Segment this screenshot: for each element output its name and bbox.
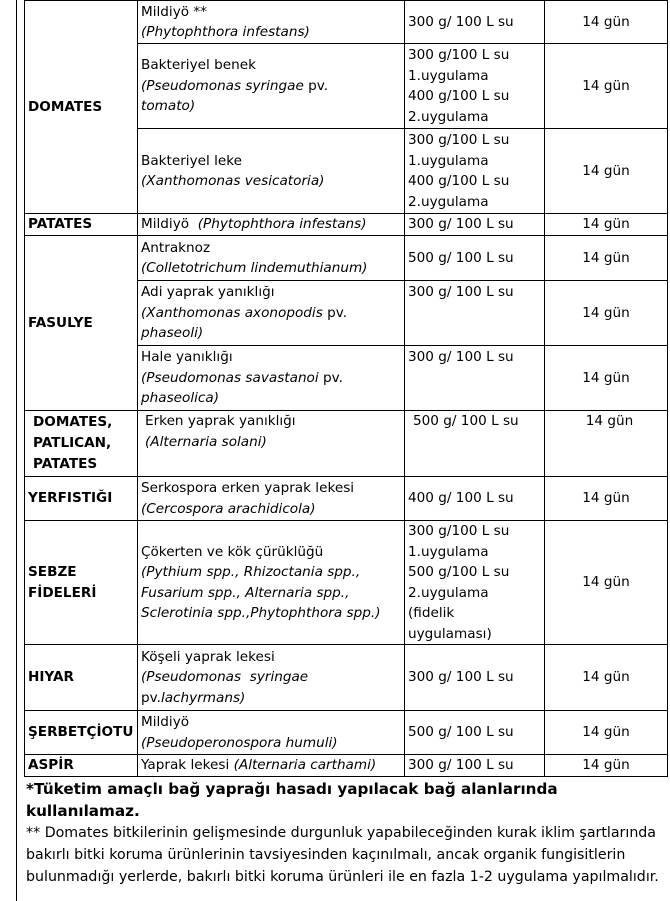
- table-row: [25, 645, 668, 711]
- dose-line: 300 g/ 100 L su: [408, 13, 514, 30]
- days-cell: 14 gün: [545, 645, 668, 711]
- pathogen-name: (Phytophthora infestans): [141, 24, 310, 40]
- crop-disease-table: [24, 0, 668, 777]
- disease-name: Antraknoz: [141, 239, 211, 256]
- pathogen-name: (Alternaria carthami): [233, 757, 377, 774]
- pathogen-name-cont: phaseolica): [141, 390, 219, 407]
- pathovar-abbrev: pv.: [303, 77, 329, 94]
- pathogen-name: (Alternaria solani): [145, 433, 267, 450]
- dose-cell: [405, 755, 545, 777]
- dose-cell: [405, 236, 545, 281]
- dose-cell: [405, 346, 545, 411]
- dose-line: 500 g/ 100 L su: [408, 724, 514, 741]
- table-row: [25, 711, 668, 755]
- crop-line: FİDELERİ: [28, 584, 97, 601]
- disease-cell: [138, 236, 405, 281]
- days-cell: 14 gün: [545, 346, 668, 411]
- disease-name: Serkospora erken yaprak lekesi: [141, 480, 355, 496]
- disease-name: Mildiyö: [141, 714, 190, 730]
- dose-line: 1.uygulama: [408, 152, 489, 169]
- dose-line: (fidelik uygulaması): [408, 605, 492, 642]
- disease-name: Hale yanıklığı: [141, 349, 233, 366]
- disease-cell: [138, 44, 405, 129]
- dose-cell: [405, 214, 545, 236]
- dose-line: 2.uygulama: [408, 584, 489, 601]
- pathogen-line: Sclerotinia spp.,Phytophthora spp.): [141, 605, 381, 621]
- dose-cell: [405, 411, 545, 477]
- disease-cell: [138, 346, 405, 411]
- disease-cell: [138, 477, 405, 521]
- disease-cell: [138, 129, 405, 214]
- crop-cell: ASPİR: [25, 755, 138, 777]
- days-cell: 14 gün: [545, 521, 668, 645]
- days-cell: 14 gün: [545, 1, 668, 44]
- pathovar-abbrev: pv.: [322, 304, 348, 321]
- dose-cell: [405, 44, 545, 129]
- pathogen-name: (Phytophthora infestans): [197, 216, 367, 233]
- crop-cell: YERFISTIĞI: [25, 477, 138, 521]
- dose-line: 2.uygulama: [408, 193, 489, 210]
- dose-line: 300 g/ 100 L su: [408, 216, 514, 233]
- days-cell: 14 gün: [545, 477, 668, 521]
- pathogen-line: Fusarium spp., Alternaria spp.,: [141, 584, 350, 601]
- left-margin-rule: [16, 0, 17, 901]
- dose-line: 400 g/100 L su: [408, 88, 510, 104]
- pathogen-name: (Colletotrichum lindemuthianum): [141, 260, 368, 276]
- footnote-tomato-copper: ** Domates bitkilerinin gelişmesinde durgunluk yapabileceğinden kurak iklim şartlarında bakırlı bitki koruma ürünlerinin tavsiyesinden kaçınılmalı, ancak organik fungisitlerin bulunmadığı yerlerde, bakırlı bitki koruma ürünleri ile en fazla 1-2 uygulama yapılmalıdır.: [26, 825, 659, 885]
- pathogen-name: (Pseudoperonospora humuli): [141, 734, 338, 751]
- dose-line: 300 g/100 L su: [408, 523, 510, 539]
- days-cell: 14 gün: [545, 214, 668, 236]
- dose-cell: [405, 645, 545, 711]
- crop-cell: [25, 411, 138, 477]
- dose-cell: [405, 281, 545, 346]
- pathogen-name: (Pseudomonas syringae: [141, 669, 309, 686]
- pathovar-abbrev: pv.: [141, 689, 161, 706]
- crop-cell: ŞERBETÇİOTU: [25, 711, 138, 755]
- days-cell: 14 gün: [545, 711, 668, 755]
- disease-name: Çökerten ve kök çürüklüğü: [141, 543, 324, 560]
- dose-line: 1.uygulama: [408, 543, 489, 560]
- days-cell: 14 gün: [545, 236, 668, 281]
- crop-cell: FASULYE: [25, 236, 138, 411]
- pathogen-name: (Xanthomonas axonopodis: [141, 304, 323, 321]
- pathogen-name: (Cercospora arachidicola): [141, 500, 316, 517]
- pathogen-name-cont: phaseoli): [141, 325, 204, 342]
- dose-line: 300 g/ 100 L su: [408, 284, 514, 300]
- dose-line: 300 g/ 100 L su: [408, 757, 514, 774]
- crop-cell: DOMATES: [25, 1, 138, 214]
- dose-line: 300 g/ 100 L su: [408, 669, 514, 686]
- crop-cell: HIYAR: [25, 645, 138, 711]
- disease-cell: [138, 411, 405, 477]
- disease-name: Erken yaprak yanıklığı: [145, 413, 296, 429]
- dose-line: 500 g/100 L su: [408, 564, 510, 580]
- pathogen-name-cont: lachyrmans): [160, 689, 246, 706]
- crop-line: PATLICAN,: [33, 435, 112, 451]
- crop-line: PATATES: [33, 456, 98, 472]
- dose-line: 400 g/100 L su: [408, 173, 510, 189]
- disease-name: Adi yaprak yanıklığı: [141, 284, 275, 301]
- disease-name: Bakteriyel leke: [141, 152, 242, 169]
- disease-cell: [138, 1, 405, 44]
- crop-line: DOMATES,: [33, 414, 113, 430]
- disease-cell: [138, 711, 405, 755]
- disease-cell: [138, 755, 405, 777]
- disease-name: Bakteriyel benek: [141, 57, 256, 74]
- days-cell: 14 gün: [545, 129, 668, 214]
- dose-line: 300 g/ 100 L su: [408, 349, 514, 365]
- dose-cell: [405, 129, 545, 214]
- pathogen-name: (Xanthomonas vesicatoria): [141, 173, 325, 189]
- dose-line: 500 g/ 100 L su: [413, 413, 519, 429]
- dose-line: 2.uygulama: [408, 108, 489, 125]
- disease-name: Köşeli yaprak lekesi: [141, 648, 275, 665]
- table-row: [25, 477, 668, 521]
- pathogen-name: (Pseudomonas syringae: [141, 77, 304, 94]
- table-row: [25, 1, 668, 44]
- dose-line: 1.uygulama: [408, 67, 489, 84]
- disease-cell: [138, 214, 405, 236]
- dose-line: 400 g/ 100 L su: [408, 490, 514, 507]
- dose-cell: [405, 711, 545, 755]
- disease-cell: [138, 645, 405, 711]
- footnote-vine-leaf: *Tüketim amaçlı bağ yaprağı hasadı yapılacak bağ alanlarında kullanılamaz.: [26, 780, 558, 820]
- days-cell: 14 gün: [545, 755, 668, 777]
- dose-line: 300 g/100 L su: [408, 132, 510, 148]
- crop-line: SEBZE: [28, 564, 77, 580]
- table-row: [25, 755, 668, 777]
- table-row: [25, 521, 668, 645]
- pathogen-name: (Pseudomonas savastanoi: [141, 369, 319, 386]
- dose-cell: [405, 521, 545, 645]
- dose-line: 500 g/ 100 L su: [408, 249, 514, 266]
- crop-cell: [25, 521, 138, 645]
- dose-cell: [405, 1, 545, 44]
- dose-line: 300 g/100 L su: [408, 47, 510, 63]
- table-row: [25, 236, 668, 281]
- disease-name: Mildiyö **: [141, 3, 207, 20]
- disease-name: Yaprak lekesi: [141, 757, 230, 774]
- days-cell: 14 gün: [545, 411, 668, 477]
- days-cell: 14 gün: [545, 281, 668, 346]
- footnotes: [26, 778, 668, 888]
- disease-cell: [138, 281, 405, 346]
- pathovar-abbrev: pv.: [318, 369, 343, 386]
- days-cell: 14 gün: [545, 44, 668, 129]
- disease-name: Mildiyö: [141, 216, 190, 233]
- table-row: [25, 411, 668, 477]
- crop-cell: PATATES: [25, 214, 138, 236]
- disease-cell: [138, 521, 405, 645]
- pathogen-name-cont: tomato): [141, 98, 196, 115]
- pathogen-line: (Pythium spp., Rhizoctania spp.,: [141, 564, 361, 580]
- table-row: [25, 214, 668, 236]
- dose-cell: [405, 477, 545, 521]
